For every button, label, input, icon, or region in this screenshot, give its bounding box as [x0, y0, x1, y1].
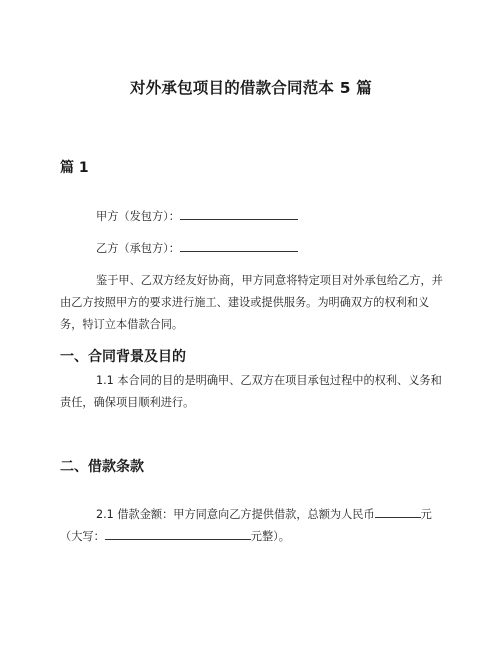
clause-2-1-mid: 元（大写： [60, 508, 432, 543]
amount-words-blank [105, 527, 251, 540]
intro-paragraph: 鉴于甲、乙双方经友好协商，甲方同意将特定项目对外承包给乙方，并由乙方按照甲方的要求进行施工、建设或提供服务。为明确双方的权利和义务，特订立本借款合同。 [60, 274, 443, 331]
party-b-label: 乙方（承包方）： [96, 242, 180, 255]
party-a-blank [180, 207, 298, 220]
section-1-heading: 一、合同背景及目的 [60, 349, 186, 365]
section-2-heading: 二、借款条款 [60, 459, 144, 475]
clause-2-1-suffix: 元整）。 [250, 530, 290, 543]
party-a-line [60, 206, 443, 228]
party-b-line [60, 238, 443, 260]
clause-1-1: 1.1 本合同的目的是明确甲、乙双方在项目承包过程中的权利、义务和责任，确保项目顺利进行。 [60, 374, 442, 409]
amount-blank [375, 505, 421, 518]
document-title: 对外承包项目的借款合同范本 5 篇 [130, 79, 372, 97]
part-heading: 篇 1 [60, 160, 89, 176]
party-a-label: 甲方（发包方）： [96, 210, 180, 223]
party-b-blank [180, 239, 298, 252]
clause-2-1-prefix: 2.1 借款金额：甲方同意向乙方提供借款，总额为人民币 [96, 508, 375, 521]
clause-2-1 [60, 504, 443, 548]
